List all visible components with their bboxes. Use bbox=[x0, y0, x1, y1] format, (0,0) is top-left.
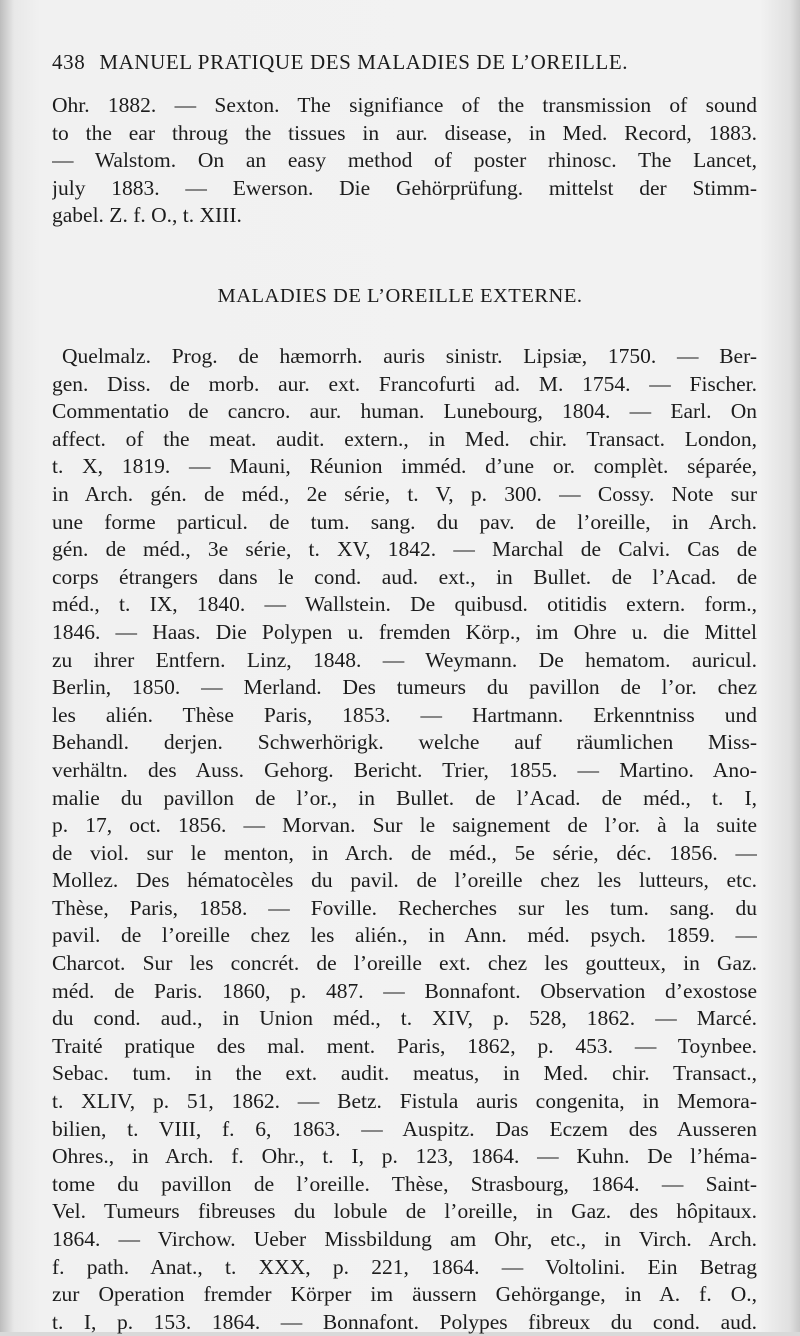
text-line: de viol. sur le menton, in Arch. de méd., 5e série, déc. 1856. — bbox=[52, 840, 757, 865]
text-line: zur Operation fremder Körper im äussern Gehörgange, in A. f. O., bbox=[52, 1282, 757, 1307]
text-line: gabel. Z. f. O., t. XIII. bbox=[52, 203, 242, 228]
text-line: Quelmalz. Prog. de hæmorrh. auris sinistr. Lipsiæ, 1750. — Ber- bbox=[62, 344, 757, 368]
text-line: 1846. — Haas. Die Polypen u. fremden Körp., im Ohre u. die Mittel bbox=[52, 619, 757, 644]
section-title: MALADIES DE L’OREILLE EXTERNE. bbox=[217, 285, 583, 307]
text-line: affect. of the meat. audit. extern., in Med. chir. Transact. London, bbox=[52, 426, 757, 451]
text-line: in Arch. gén. de méd., 2e série, t. V, p. 300. — Cossy. Note sur bbox=[52, 481, 757, 506]
bibliography-paragraph bbox=[52, 343, 757, 1336]
text-line: corps étrangers dans le cond. aud. ext., in Bullet. de l’Acad. de bbox=[52, 564, 757, 589]
text-line: Berlin, 1850. — Merland. Des tumeurs du pavillon de l’or. chez bbox=[52, 675, 757, 700]
text-line: Commentatio de cancro. aur. human. Lunebourg, 1804. — Earl. On bbox=[52, 399, 757, 424]
text-line: gen. Diss. de morb. aur. ext. Francofurti ad. M. 1754. — Fischer. bbox=[52, 371, 757, 396]
text-line: to the ear throug the tissues in aur. disease, in Med. Record, 1883. bbox=[52, 120, 757, 145]
text-line: zu ihrer Entfern. Linz, 1848. — Weymann. De hematom. auricul. bbox=[52, 647, 757, 672]
text-line: verhältn. des Auss. Gehorg. Bericht. Trier, 1855. — Martino. Ano- bbox=[52, 757, 757, 782]
page-number: 438 bbox=[52, 50, 86, 74]
text-line: malie du pavillon de l’or., in Bullet. de l’Acad. de méd., t. I, bbox=[52, 785, 757, 810]
text-line: Traité pratique des mal. ment. Paris, 1862, p. 453. — Toynbee. bbox=[52, 1033, 757, 1058]
text-line: Thèse, Paris, 1858. — Foville. Recherches sur les tum. sang. du bbox=[52, 895, 757, 920]
text-line: Sebac. tum. in the ext. audit. meatus, in Med. chir. Transact., bbox=[52, 1061, 757, 1086]
text-line: t. I, p. 153. 1864. — Bonnafont. Polypes fibreux du cond. aud. bbox=[52, 1309, 757, 1334]
text-line: les alién. Thèse Paris, 1853. — Hartmann. Erkenntniss und bbox=[52, 702, 757, 727]
text-line: Ohr. 1882. — Sexton. The signifiance of the transmission of sound bbox=[52, 93, 757, 117]
text-line: t. XLIV, p. 51, 1862. — Betz. Fistula auris congenita, in Memora- bbox=[52, 1089, 757, 1114]
text-line: p. 17, oct. 1856. — Morvan. Sur le saignement de l’or. à la suite bbox=[52, 813, 757, 838]
intro-paragraph bbox=[52, 92, 757, 230]
text-line: bilien, t. VIII, f. 6, 1863. — Auspitz. Das Eczem des Ausseren bbox=[52, 1116, 757, 1141]
text-line: méd., t. IX, 1840. — Wallstein. De quibusd. otitidis extern. form., bbox=[52, 592, 757, 617]
text-line: une forme particul. de tum. sang. du pav. de l’oreille, in Arch. bbox=[52, 509, 757, 534]
text-line: pavil. de l’oreille chez les alién., in Ann. méd. psych. 1859. — bbox=[52, 923, 757, 948]
text-line: f. path. Anat., t. XXX, p. 221, 1864. — Voltolini. Ein Betrag bbox=[52, 1254, 757, 1279]
text-line: gén. de méd., 3e série, t. XV, 1842. — Marchal de Calvi. Cas de bbox=[52, 537, 757, 562]
text-line: Ohres., in Arch. f. Ohr., t. I, p. 123, 1864. — Kuhn. De l’héma- bbox=[52, 1144, 757, 1169]
text-line: Charcot. Sur les concrét. de l’oreille ext. chez les goutteux, in Gaz. bbox=[52, 951, 757, 976]
text-line: t. X, 1819. — Mauni, Réunion imméd. d’une or. complèt. séparée, bbox=[52, 454, 757, 479]
running-title: MANUEL PRATIQUE DES MALADIES DE L’OREILLE. bbox=[99, 50, 629, 74]
text-line: Behandl. derjen. Schwerhörigk. welche auf räumlichen Miss- bbox=[52, 730, 757, 755]
text-line: du cond. aud., in Union méd., t. XIV, p. 528, 1862. — Marcé. bbox=[52, 1006, 757, 1031]
text-line: july 1883. — Ewerson. Die Gehörprüfung. mittelst der Stimm- bbox=[52, 175, 757, 200]
text-line: — Walstom. On an easy method of poster rhinosc. The Lancet, bbox=[52, 148, 757, 173]
text-line: Mollez. Des hématocèles du pavil. de l’oreille chez les lutteurs, etc. bbox=[52, 868, 757, 893]
running-header bbox=[52, 50, 732, 75]
text-line: tome du pavillon de l’oreille. Thèse, Strasbourg, 1864. — Saint- bbox=[52, 1171, 757, 1196]
text-line: Vel. Tumeurs fibreuses du lobule de l’oreille, in Gaz. des hôpitaux. bbox=[52, 1199, 757, 1224]
text-line: méd. de Paris. 1860, p. 487. — Bonnafont. Observation d’exostose bbox=[52, 978, 757, 1003]
text-line: 1864. — Virchow. Ueber Missbildung am Ohr, etc., in Virch. Arch. bbox=[52, 1227, 757, 1251]
